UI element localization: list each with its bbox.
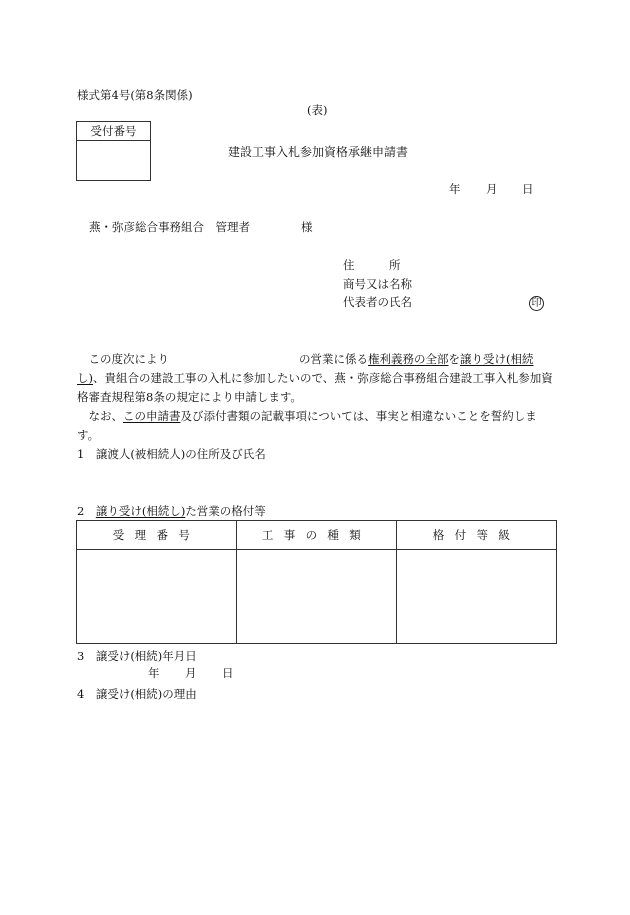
- item-2-rest: た営業の格付等: [185, 504, 266, 518]
- item-3: 3 譲受け(相続)年月日: [77, 649, 197, 663]
- pledge-part: 及び添付書類の記載事項については、事実と相違ないことを誓約します。: [77, 409, 537, 442]
- classification-table: [76, 520, 557, 644]
- applicant-company-label: 商号又は名称: [343, 277, 412, 291]
- item-2-underlined: 譲り受け(相続し): [95, 504, 186, 518]
- applicant-rep-label: 代表者の氏名: [343, 295, 412, 309]
- date-month: 月: [486, 182, 498, 196]
- statement-part: の営業に係る: [299, 352, 368, 366]
- addressee-honorific: 様: [301, 220, 313, 234]
- date-day: 日: [522, 182, 534, 196]
- addressee-org: 燕・弥彦総合事務組合 管理者: [89, 220, 250, 234]
- statement-part: 貴組合の建設工事の入札に参加したいので、燕・弥彦総合事務組合建設工事入札参加資格審査規程第8条の規定により申請します。: [77, 371, 553, 404]
- item-2-number: 2: [77, 504, 96, 518]
- table-header-work-type: 工事の種類: [237, 521, 397, 550]
- date-year: 年: [449, 182, 461, 196]
- statement-part: 、: [93, 371, 105, 385]
- document-title: 建設工事入札参加資格承継申請書: [228, 145, 409, 159]
- table-cell-receipt[interactable]: [77, 550, 237, 644]
- item-1: 1 譲渡人(被相続人)の住所及び氏名: [77, 447, 266, 461]
- statement-underlined: 権利義務の全部: [368, 352, 449, 366]
- table-header-grade: 格付等級: [397, 521, 557, 550]
- item-3-month: 月: [185, 666, 197, 680]
- form-number: 様式第4号(第8条関係): [77, 88, 193, 102]
- receipt-number-label: 受付番号: [77, 122, 150, 141]
- table-header-row: [77, 521, 557, 550]
- seal-icon: 印: [529, 296, 544, 311]
- receipt-number-box: [76, 121, 151, 181]
- pledge-underlined: この申請書: [123, 409, 181, 423]
- item-4: 4 譲受け(相続)の理由: [77, 687, 197, 701]
- statement-underlined: 譲り受け(相続し): [77, 352, 534, 385]
- item-3-year: 年: [148, 666, 160, 680]
- omote-label: (表): [307, 103, 328, 117]
- pledge-part: なお、: [88, 409, 123, 423]
- table-cell-grade[interactable]: [397, 550, 557, 644]
- item-2: [77, 503, 266, 519]
- table-row: [77, 550, 557, 644]
- item-3-day: 日: [222, 666, 234, 680]
- statement-part: を: [448, 352, 460, 366]
- pledge-paragraph: [77, 407, 557, 445]
- statement-part: この度次により: [88, 352, 169, 366]
- statement-paragraph: [77, 350, 557, 407]
- applicant-address-label: 住 所: [343, 258, 401, 272]
- table-header-receipt: 受理番号: [77, 521, 237, 550]
- table-cell-work-type[interactable]: [237, 550, 397, 644]
